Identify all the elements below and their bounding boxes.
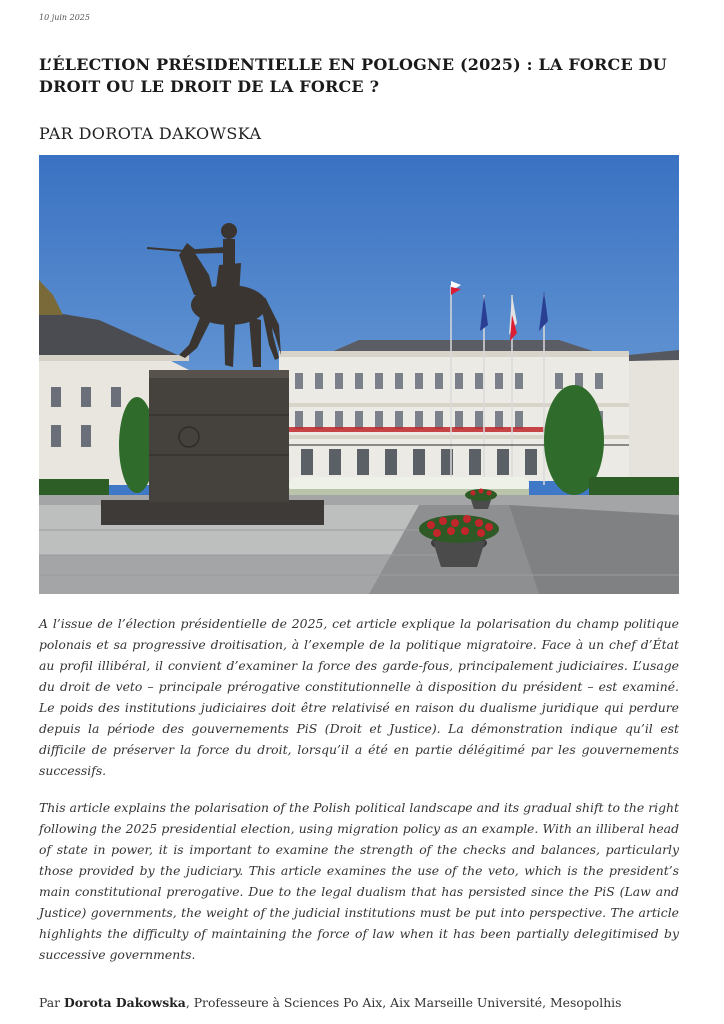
author-prefix: Par <box>39 995 65 1010</box>
author-credit <box>39 995 622 1010</box>
abstract-french: A l’issue de l’élection présidentielle de 2025, cet article explique la polarisation du champ politique polonais et sa progressive droitisation, à l’exemple de la politique migratoire. Face à un chef d’État au profil illibéral, il convient d’examiner la force des garde-fous, principalement judiciaires. L’usage du droit de veto – principale prérogative constitutionnelle à disposition du président – est examiné. Le poids des institutions judiciaires doit être relativisé en raison du dualisme juridique qui perdure depuis la période des gouvernements PiS (Droit et Justice). La démonstration indique qu’il est difficile de préserver la force du droit, lorsqu’il a été en partie délégitimé par les gouvernements successifs. <box>39 616 679 778</box>
author-first-name: Dorota <box>64 995 112 1010</box>
article-byline: PAR DOROTA DAKOWSKA <box>39 124 262 143</box>
article-date: 10 juin 2025 <box>39 13 90 22</box>
article-photo <box>39 155 679 594</box>
author-affiliation: , Professeure à Sciences Po Aix, Aix Marseille Université, Mesopolhis <box>185 995 622 1010</box>
article-title: L’ÉLECTION PRÉSIDENTIELLE EN POLOGNE (2025) : LA FORCE DU DROIT OU LE DROIT DE LA FORCE ? <box>39 55 667 96</box>
author-last-name: Dakowska <box>115 995 186 1010</box>
statue-pedestal <box>149 370 289 502</box>
abstract-english: This article explains the polarisation of the Polish political landscape and its gradual shift to the right following the 2025 presidential election, using migration policy as an example. With an illiberal head of state in power, it is important to examine the strength of the checks and balances, particularly those provided by the judiciary. This article examines the use of the veto, which is the president’s main constitutional prerogative. Due to the legal dualism that has persisted since the PiS (Law and Justice) governments, the weight of the judicial institutions must be put into perspective. The article highlights the difficulty of maintaining the force of law when it has been partially delegitimised by successive governments. <box>39 800 679 962</box>
statue-plinth <box>101 500 324 525</box>
presidential-palace-illustration <box>39 155 679 594</box>
